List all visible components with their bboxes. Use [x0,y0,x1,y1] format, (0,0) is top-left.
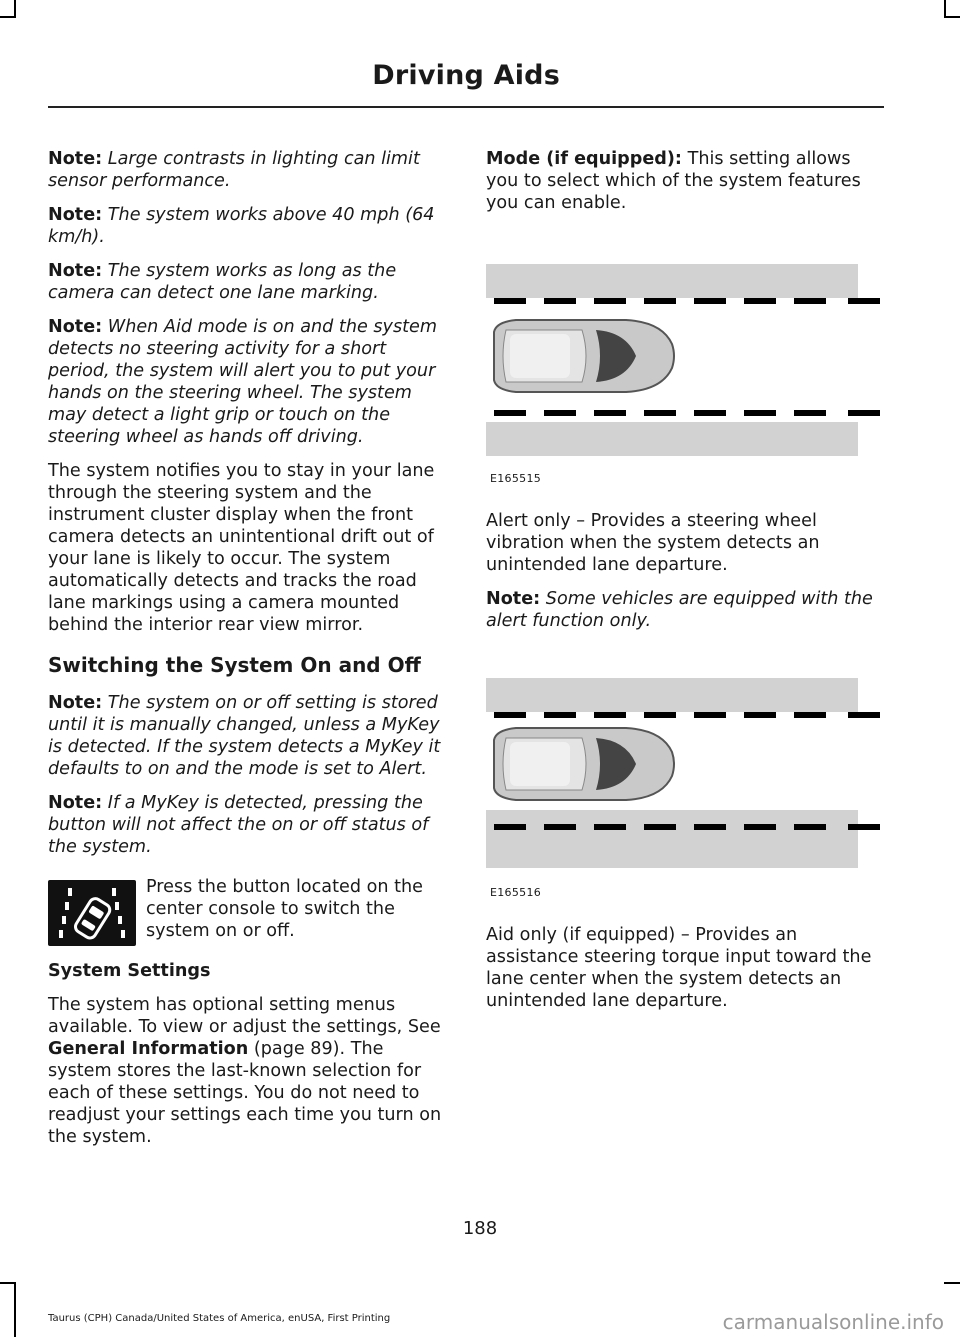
note-label: Note: [48,149,103,169]
note-text: The system works above 40 mph (64 km/h). [48,205,435,247]
crop-mark [944,1282,960,1284]
mode-text: This setting allows you to select which of the system features you can enable. [486,149,861,213]
note-label: Note: [48,693,103,713]
system-description: The system notifies you to stay in your lane through the steering system and the instrument cluster display when the front camera detects an unintentional drift out of your lane is likely to occur. The system automatically detects and tracks the road lane markings using a camera mounted behind the interior rear view mirror. [48,461,435,635]
crop-mark [944,16,960,18]
note-text: The system on or off setting is stored until it is manually changed, unless a MyKey is detected. If the system detects a MyKey it defaults to on and the mode is set to Alert. [48,693,441,779]
lane-illustration [486,678,880,870]
alert-mode-figure [486,264,880,490]
page-title: Driving Aids [372,60,560,91]
settings-paragraph [48,994,446,1148]
left-column [48,148,446,1160]
crop-mark [14,1282,16,1337]
note-mykey [48,792,446,858]
note-text: If a MyKey is detected, pressing the button will not affect the on or off status of the system. [48,793,429,857]
aid-only-text: Aid only (if equipped) – Provides an assistance steering torque input toward the lane center when the system detects an unintended lane departure. [486,925,872,1011]
note-stored-setting [48,692,446,780]
crop-mark [0,16,16,18]
figure-id: E165516 [490,886,542,899]
alert-only-text: Alert only – Provides a steering wheel vibration when the system detects an unintended lane departure. [486,511,820,575]
page-number: 188 [462,1218,498,1239]
right-column [486,148,884,1024]
figure-id: E165515 [490,472,542,485]
note-text: The system works as long as the camera can detect one lane marking. [48,261,397,303]
button-instruction [48,876,446,946]
note-text: Large contrasts in lighting can limit sensor performance. [48,149,420,191]
note-text: When Aid mode is on and the system detects no steering activity for a short period, the system will alert you to put your hands on the steering wheel. The system may detect a light grip or touch on the steering wheel as hands off driving. [48,317,438,447]
general-information-link[interactable]: General Information [48,1039,249,1059]
note-speed [48,204,446,248]
crop-mark [0,1282,16,1284]
settings-text: The system has optional setting menus available. To view or adjust the settings, See [48,995,441,1037]
button-instruction-text: Press the button located on the center console to switch the system on or off. [146,877,423,941]
lane-illustration [486,264,880,456]
note-lighting [48,148,446,192]
mode-label: Mode (if equipped): [486,149,682,169]
note-alert-only [486,588,884,632]
note-hands-off [48,316,446,448]
car-icon [494,320,674,392]
watermark: carmanualsonline.info [722,1310,944,1334]
aid-mode-figure [486,678,880,904]
note-text: Some vehicles are equipped with the alert function only. [486,589,873,631]
lane-keeping-button-icon [48,880,136,946]
mode-paragraph [486,148,884,214]
note-label: Note: [48,261,103,281]
note-lane-marking [48,260,446,304]
settings-text-continued: The system stores the last-known selection for each of these settings. You do not need to readjust your settings each time you turn on the system. [48,1039,442,1147]
header-divider [48,106,884,108]
note-label: Note: [48,793,103,813]
note-label: Note: [48,205,103,225]
page-reference: (page 89). [253,1039,346,1059]
note-label: Note: [48,317,103,337]
car-icon [494,728,674,800]
subsection-heading: System Settings [48,961,211,981]
section-heading: Switching the System On and Off [48,653,421,677]
note-label: Note: [486,589,541,609]
footer-text: Taurus (CPH) Canada/United States of America, enUSA, First Printing [48,1313,391,1324]
